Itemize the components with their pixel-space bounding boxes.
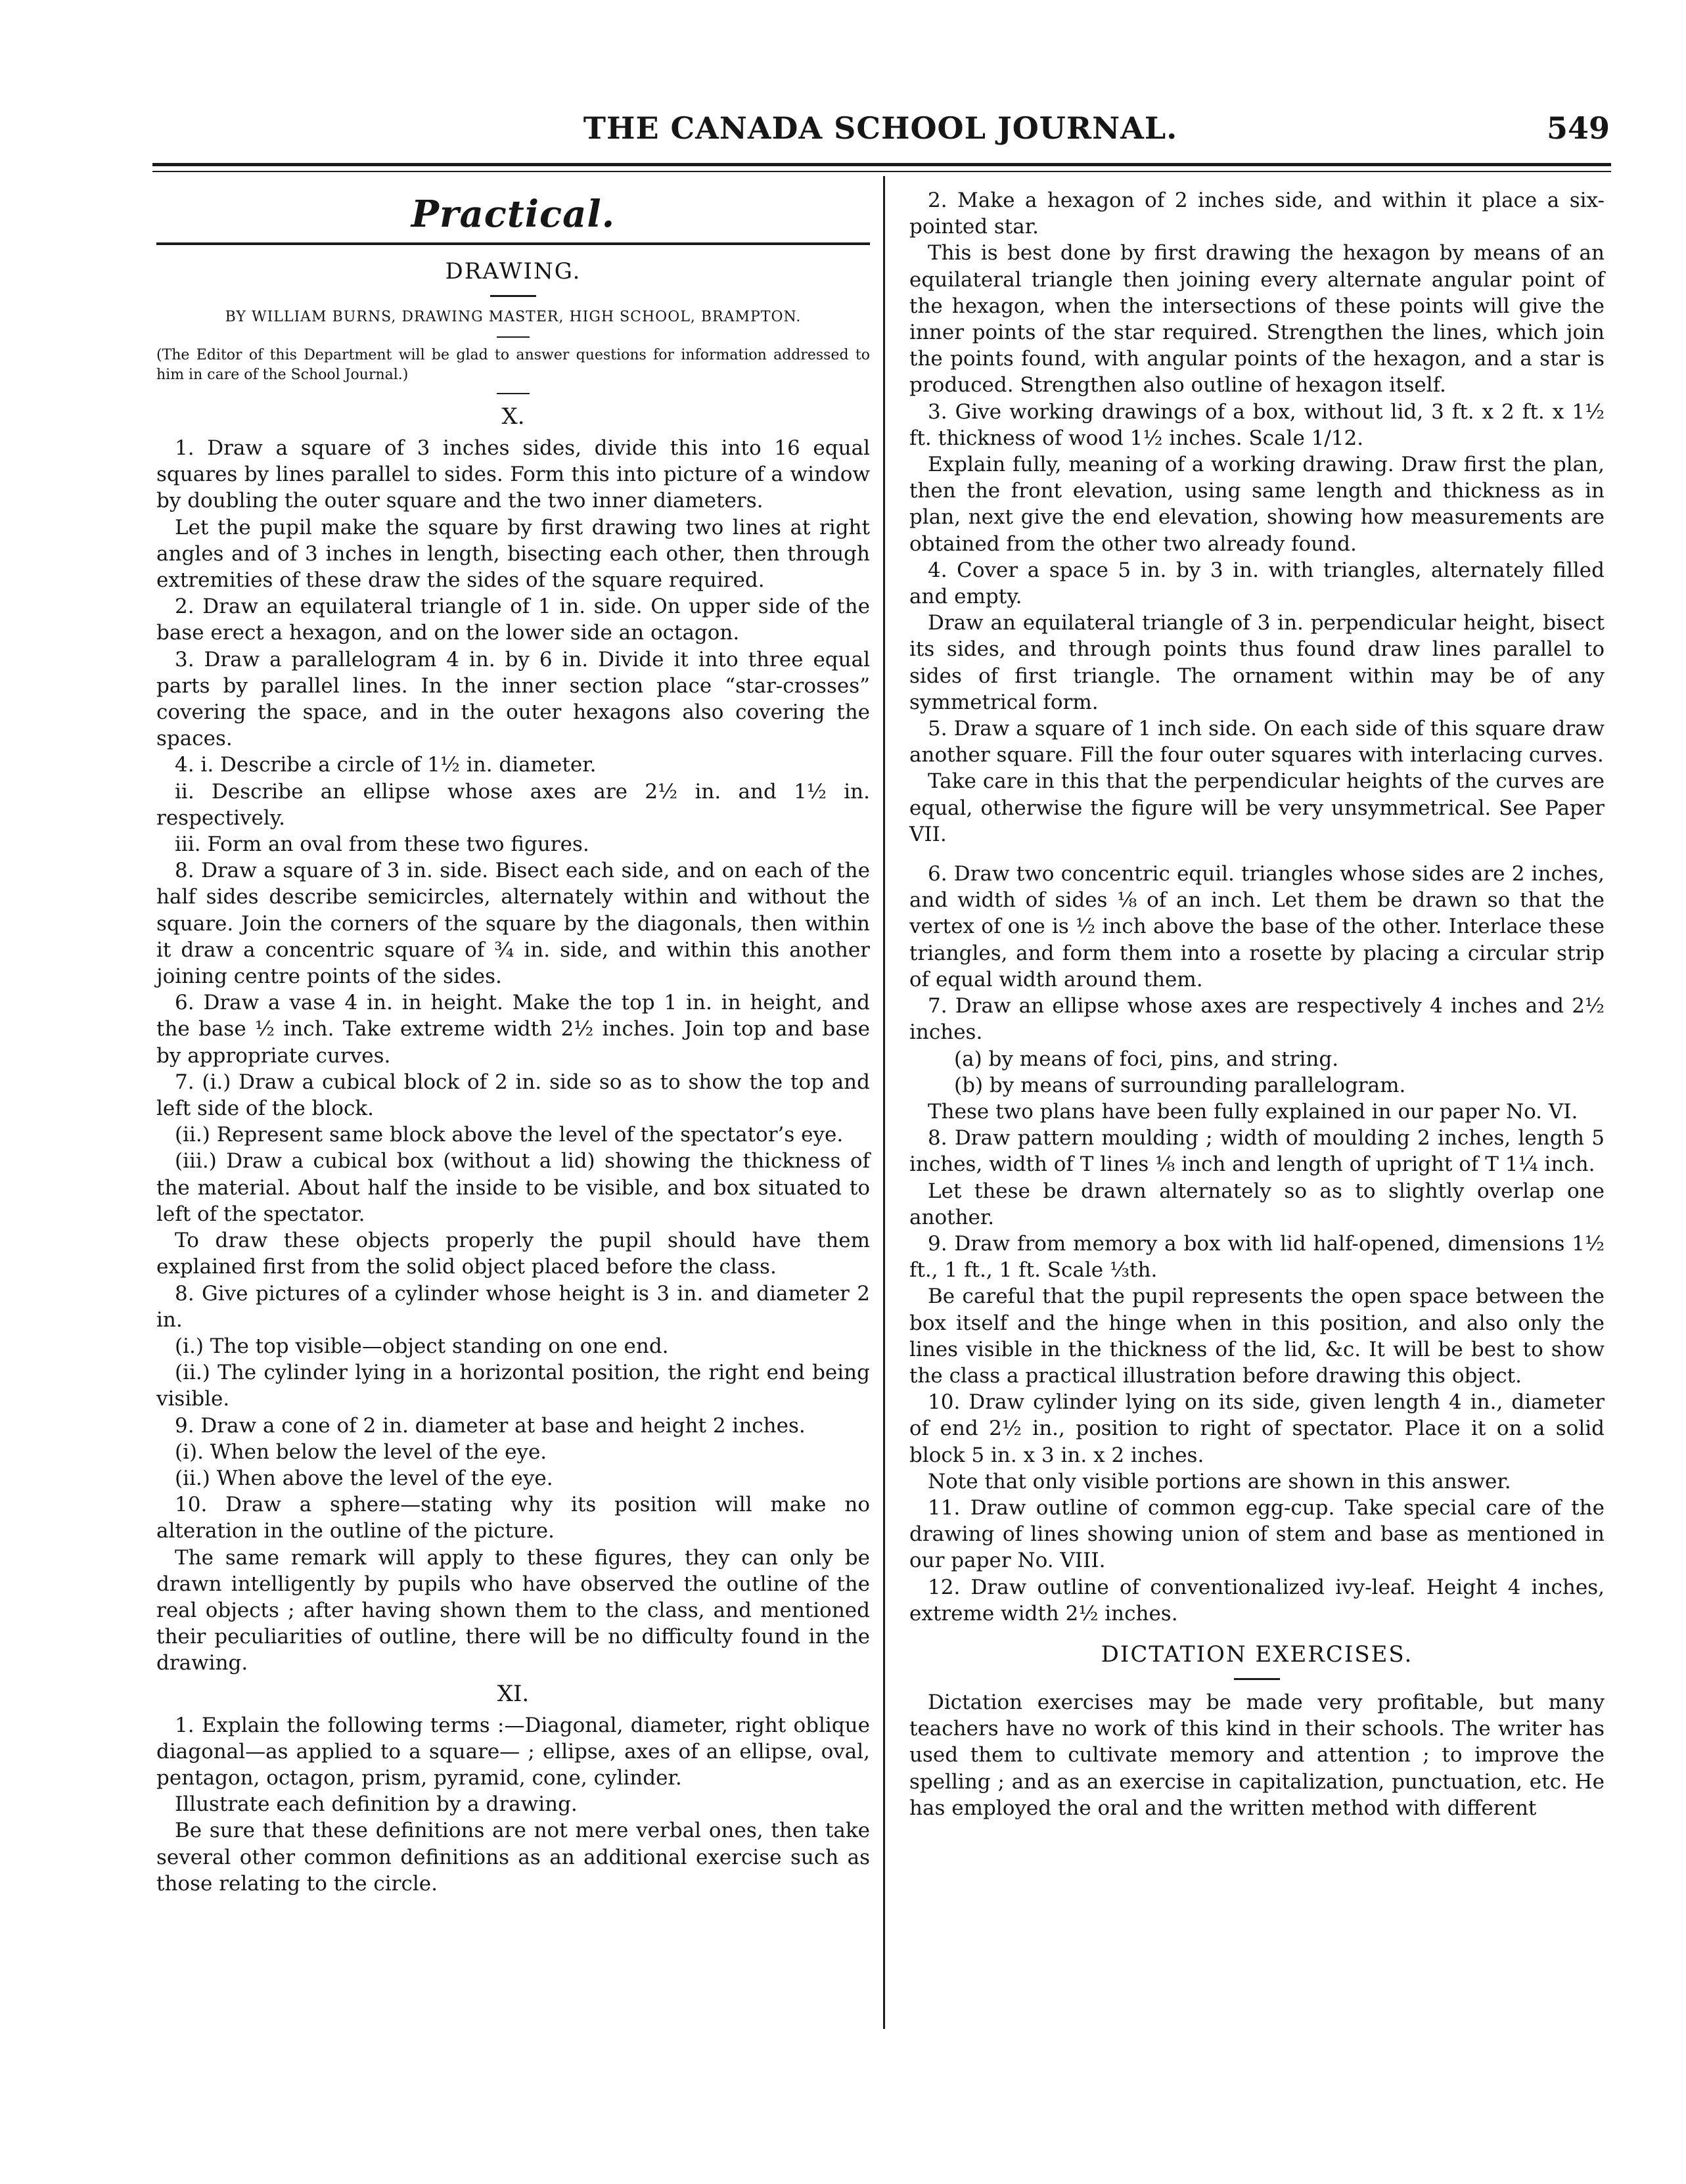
paragraph: (i). When below the level of the eye. — [175, 1440, 547, 1464]
dictation-heading: DICTATION EXERCISES. — [1101, 1641, 1413, 1668]
paragraph: 10. Draw a sphere—stating why its position will make no alteration in the outline of the picture. — [156, 1493, 870, 1543]
part-heading-x: X. — [501, 403, 525, 430]
paragraph: 3. Give working drawings of a box, without lid, 3 ft. x 2 ft. x 1½ ft. thickness of wood 1½ inches. Scale 1/12. — [909, 399, 1605, 450]
paragraph: 1. Explain the following terms :—Diagonal, diameter, right oblique diagonal—as applied to a square— ; ellipse, axes of an ellipse, oval, pentagon, octagon, prism, pyramid, cone, cylinder. — [156, 1713, 870, 1790]
paragraph: Explain fully, meaning of a working drawing. Draw first the plan, then the front elevation, using same length and thickness as in plan, next give the end elevation, showing how measurements are obtained from the other two already found. — [909, 453, 1605, 556]
paragraph: ii. Describe an ellipse whose axes are 2½ in. and 1½ in. respectively. — [156, 779, 870, 830]
short-rule — [1234, 1678, 1280, 1680]
paragraph: These two plans have been fully explained in our paper No. VI. — [928, 1099, 1578, 1124]
part-heading-xi: XI. — [497, 1680, 530, 1707]
paragraph: 9. Draw a cone of 2 in. diameter at base and height 2 inches. — [175, 1413, 806, 1438]
paragraph: Draw an equilateral triangle of 3 in. perpendicular height, bisect its sides, and through points thus found draw lines parallel to sides of first triangle. The ornament within may be of any symmetrical form. — [909, 611, 1605, 714]
paragraph: (b) by means of surrounding parallelogram. — [954, 1073, 1406, 1097]
paragraph: Let these be drawn alternately so as to slightly overlap one another. — [909, 1179, 1605, 1229]
paragraph: iii. Form an oval from these two figures. — [175, 832, 589, 857]
paragraph: 4. Cover a space 5 in. by 3 in. with triangles, alternately filled and empty. — [909, 558, 1605, 609]
paragraph: 6. Draw a vase 4 in. in height. Make the top 1 in. in height, and the base ½ inch. Take extreme width 2½ inches. Join top and base by appropriate curves. — [156, 991, 870, 1068]
paragraph: Let the pupil make the square by first drawing two lines at right angles and of 3 inches in length, bisecting each other, then through extremities of these draw the sides of the square required. — [156, 515, 870, 593]
column-divider — [883, 176, 885, 2029]
paragraph: 5. Draw a square of 1 inch side. On each side of this square draw another square. Fill the four outer squares with interlacing curves. — [909, 717, 1605, 767]
paragraph: Illustrate each definition by a drawing. — [175, 1792, 578, 1817]
paragraph: 2. Draw an equilateral triangle of 1 in. side. On upper side of the base erect a hexagon, and on the lower side an octagon. — [156, 595, 870, 645]
paragraph: 1. Draw a square of 3 inches sides, divide this into 16 equal squares by lines parallel to sides. Form this into picture of a window by doubling the outer square and the two inner diameters. — [156, 436, 870, 513]
section-title: Practical. — [411, 193, 616, 236]
header-rule-thick — [152, 163, 1611, 166]
right-column — [909, 187, 1605, 1821]
page-number: 549 — [1546, 110, 1610, 146]
paragraph: 9. Draw from memory a box with lid half-opened, dimensions 1½ ft., 1 ft., 1 ft. Scale ⅓th. — [909, 1231, 1605, 1283]
paragraph: 8. Draw a square of 3 in. side. Bisect each side, and on each of the half sides describe semicircles, alternately within and without the square. Join the corners of the square by the diagonals, then within it draw a concentric square of ¾ in. side, and within this another joining centre points of the sides. — [156, 859, 870, 989]
paragraph: (iii.) Draw a cubical box (without a lid) showing the thickness of the material. About half the inside to be visible, and box situated to left of the spectator. — [156, 1149, 870, 1226]
spacer — [909, 848, 1605, 861]
paragraph: 11. Draw outline of common egg-cup. Take special care of the drawing of lines showing union of stem and base as mentioned in our paper No. VIII. — [909, 1495, 1605, 1573]
paragraph: 8. Give pictures of a cylinder whose height is 3 in. and diameter 2 in. — [156, 1281, 870, 1332]
paragraph: (i.) The top visible—object standing on one end. — [175, 1334, 669, 1358]
short-rule — [497, 336, 530, 338]
paragraph: Take care in this that the perpendicular heights of the curves are equal, otherwise the figure will be very unsymmetrical. See Paper VII. — [909, 769, 1605, 846]
paragraph: The same remark will apply to these figures, they can only be drawn intelligently by pupils who have observed the outline of the real objects ; after having shown them to the class, and mentioned their peculiarities of outline, there will be no difficulty found in the drawing. — [156, 1545, 870, 1675]
journal-title: THE CANADA SCHOOL JOURNAL. — [583, 110, 1178, 146]
editor-note: (The Editor of this Department will be glad to answer questions for information addressed to him in care of the School Journal.) — [156, 347, 870, 383]
paragraph: Note that only visible portions are shown in this answer. — [928, 1469, 1511, 1493]
paragraph: 12. Draw outline of conventionalized ivy-leaf. Height 4 inches, extreme width 2½ inches. — [909, 1575, 1605, 1626]
paragraph: 8. Draw pattern moulding ; width of moulding 2 inches, length 5 inches, width of T lines ⅛ inch and length of upright of T 1¼ inch. — [909, 1126, 1605, 1177]
paragraph: 6. Draw two concentric equil. triangles whose sides are 2 inches, and width of sides ⅛ of an inch. Let them be drawn so that the vertex of one is ½ inch above the base of the other. Interlace these triangles, and form them into a rosette by placing a circular strip of equal width around them. — [909, 862, 1605, 991]
header-rule-thin — [152, 171, 1611, 172]
paragraph: 10. Draw cylinder lying on its side, given length 4 in., diameter of end 2½ in., position to right of spectator. Place it on a solid block 5 in. x 3 in. x 2 inches. — [909, 1390, 1605, 1467]
paragraph: 7. Draw an ellipse whose axes are respectively 4 inches and 2½ inches. — [909, 994, 1605, 1045]
paragraph: Be careful that the pupil represents the open space between the box itself and the hinge when in this position, and also only the lines visible in the thickness of the lid, &c. It will be best to show the class a practical illustration before drawing this object. — [909, 1285, 1605, 1388]
paragraph: 2. Make a hexagon of 2 inches side, and within it place a six-pointed star. — [909, 189, 1605, 239]
running-head — [151, 110, 1610, 156]
paragraph: (ii.) When above the level of the eye. — [175, 1466, 553, 1490]
paragraph: (ii.) Represent same block above the level of the spectator’s eye. — [175, 1123, 844, 1147]
paragraph: Dictation exercises may be made very profitable, but many teachers have no work of this kind in their schools. The writer has used them to cultivate memory and attention ; to improve the spelling ; and as an exercise in capitalization, punctuation, etc. He has employed the oral and the written method with different — [909, 1690, 1605, 1820]
section-rule — [156, 242, 870, 245]
paragraph: (a) by means of foci, pins, and string. — [954, 1047, 1339, 1071]
paragraph: To draw these objects properly the pupil should have them explained first from the solid object placed before the class. — [156, 1229, 870, 1279]
byline: BY WILLIAM BURNS, DRAWING MASTER, HIGH SCHOOL, BRAMPTON. — [225, 309, 802, 325]
paragraph: Be sure that these definitions are not mere verbal ones, then take several other common definitions as an additional exercise such as those relating to the circle. — [156, 1819, 870, 1896]
short-rule — [490, 295, 536, 297]
paragraph: 3. Draw a parallelogram 4 in. by 6 in. Divide it into three equal parts by parallel lines. In the inner section place “star-crosses” covering the space, and in the outer hexagons also covering the spaces. — [156, 647, 870, 751]
paragraph: 4. i. Describe a circle of 1½ in. diameter. — [175, 753, 597, 777]
short-rule — [497, 393, 530, 394]
spacer — [909, 1627, 1605, 1640]
article-title: DRAWING. — [445, 258, 581, 284]
paragraph: This is best done by first drawing the hexagon by means of an equilateral triangle then joining every alternate angular point of the hexagon, when the intersections of these points will give the inner points of the star required. Strengthen the lines, which join the points found, with angular points of the hexagon, and a star is produced. Strengthen also outline of hexagon itself. — [909, 241, 1605, 398]
paragraph: (ii.) The cylinder lying in a horizontal position, the right end being visible. — [156, 1361, 870, 1411]
left-column — [156, 187, 870, 1897]
paragraph: 7. (i.) Draw a cubical block of 2 in. side so as to show the top and left side of the block. — [156, 1070, 870, 1121]
